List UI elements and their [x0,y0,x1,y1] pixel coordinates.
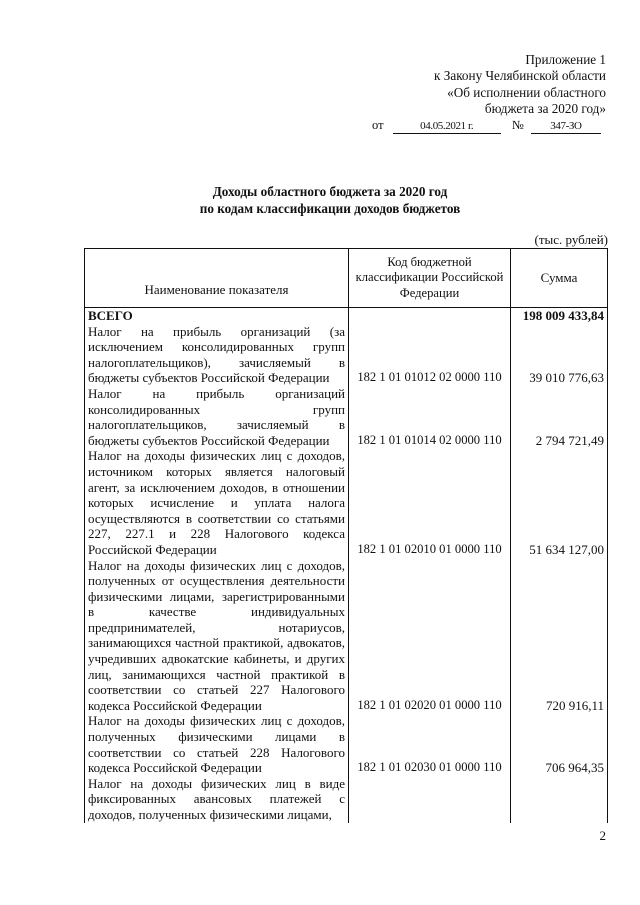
row-name: Налог на доходы физических лиц в виде фиксированных авансовых платежей с доходов, полученных физическими лицами, [85,776,349,823]
appendix-line-4: бюджета за 2020 год» [484,101,606,117]
from-label: от [372,118,384,132]
appendix-line-3: «Об исполнении областного [447,84,606,100]
appendix-line-2: к Закону Челябинской области [434,68,606,84]
table-row [85,324,608,386]
table-row [85,386,608,448]
row-sum: 39 010 776,63 [511,324,608,386]
law-date: 04.05.2021 г. [393,120,501,134]
law-signature-line [372,118,601,134]
row-name: Налог на доходы физических лиц с доходов, полученных физическими лицами в соответствии со статьей 228 Налогового кодекса Российской Федерации [85,713,349,775]
row-code: 182 1 01 01012 02 0000 110 [349,324,511,386]
row-sum: 198 009 433,84 [511,308,608,324]
number-label: № [511,118,524,132]
table-row [85,558,608,714]
law-number: 347-ЗО [531,120,601,134]
page-title [0,183,640,217]
table-row [85,776,608,823]
row-sum: 2 794 721,49 [511,386,608,448]
row-code: 182 1 01 01014 02 0000 110 [349,386,511,448]
row-code: 182 1 01 02030 01 0000 110 [349,713,511,775]
row-name: Налог на доходы физических лиц с доходов, полученных от осуществления деятельности физическими лицами, зарегистрированными в качестве индивидуальных предпринимателей, нотариусов, занимающихся частной практикой, адвокатов, учредивших адвокатские кабинеты, и других лиц, занимающихся частной практикой в соответствии со статьей 227 Налогового кодекса Российской Федерации [85,558,349,714]
title-line-2: по кодам классификации доходов бюджетов [199,201,461,216]
row-code: 182 1 01 02010 01 0000 110 [349,448,511,557]
table-row [85,448,608,557]
row-code: 182 1 01 02020 01 0000 110 [349,558,511,714]
header-name: Наименование показателя [85,249,349,308]
revenue-table [84,248,608,823]
row-name: Налог на прибыль организаций консолидированных групп налогоплательщиков, зачисляемый в бюджеты субъектов Российской Федерации [85,386,349,448]
row-name: Налог на доходы физических лиц с доходов, источником которых является налоговый агент, за исключением доходов, в отношении которых исчисление и уплата налога осуществляются в соответствии со статьями 227, 227.1 и 228 Налогового кодекса Российской Федерации [85,448,349,557]
header-code: Код бюджетной классификации Российской Федерации [349,249,511,308]
title-line-1: Доходы областного бюджета за 2020 год [212,184,448,199]
header-sum: Сумма [511,249,608,308]
table-row-total [85,308,608,324]
page-number: 2 [599,828,606,843]
units-label: (тыс. рублей) [534,232,608,247]
row-sum: 706 964,35 [511,713,608,775]
row-code [349,308,511,324]
row-name: ВСЕГО [85,308,349,324]
row-sum: 51 634 127,00 [511,448,608,557]
appendix-line-1: Приложение 1 [525,52,606,67]
row-code [349,776,511,823]
appendix-header [434,52,606,118]
row-sum [511,776,608,823]
row-sum: 720 916,11 [511,558,608,714]
table-header-row [85,249,608,308]
table-row [85,713,608,775]
row-name: Налог на прибыль организаций (за исключением консолидированных групп налогоплательщиков), зачисляемый в бюджеты субъектов Российской Федерации [85,324,349,386]
